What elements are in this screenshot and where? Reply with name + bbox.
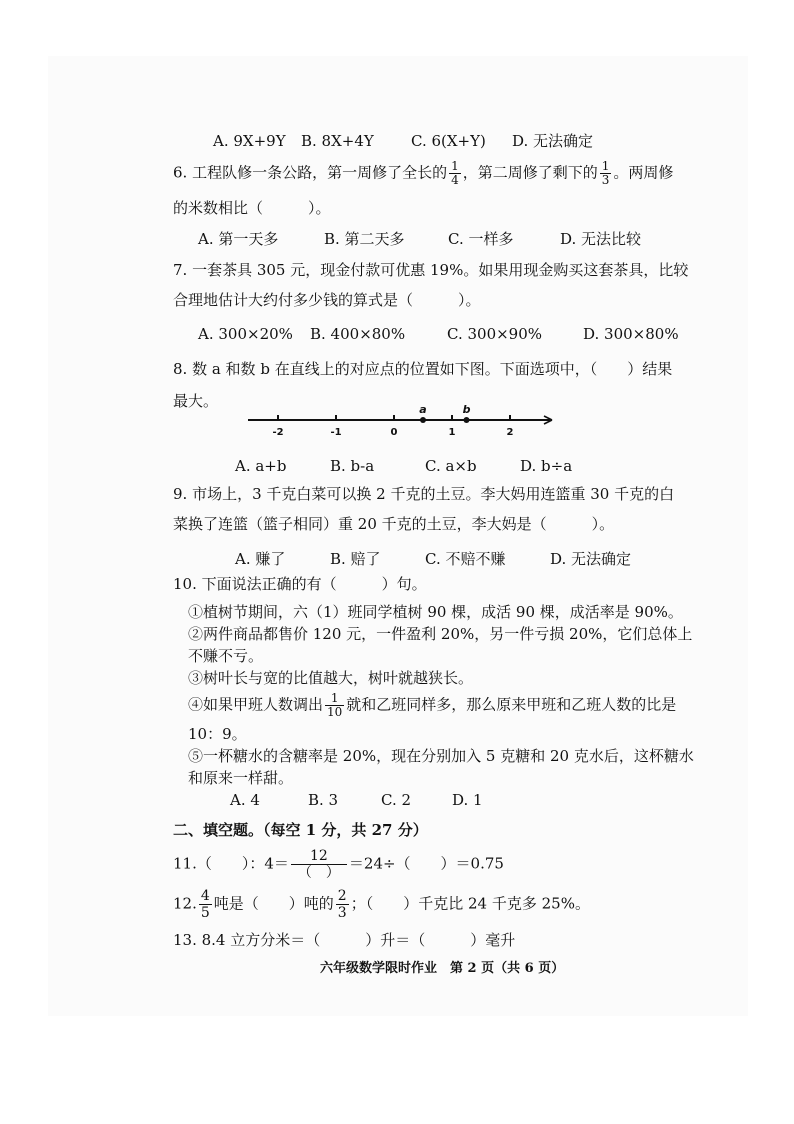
q11-text-1: 11.（ ）：4＝ [173, 854, 289, 873]
q10-statement-1: ①植树节期间，六（1）班同学植树 90 棵，成活 90 棵，成活率是 90%。 [188, 603, 683, 621]
q10-statement-4-fraction-denominator: 10 [327, 705, 343, 719]
section-2-title: 二、填空题。（每空 1 分，共 27 分） [173, 821, 428, 839]
number-line-tick-label: 2 [506, 427, 514, 438]
q6-fraction-2 [600, 160, 612, 187]
q6-question [173, 160, 673, 187]
q9-option-c: C. 不赔不赚 [425, 550, 506, 568]
q6-text-3: 。两周修 [613, 163, 674, 182]
q8-option-a: A. a+b [235, 457, 287, 475]
q8-option-d: D. b÷a [520, 457, 573, 475]
q12-fraction-2-denominator: 3 [337, 905, 347, 921]
page-footer: 六年级数学限时作业 第 2 页（共 6 页） [320, 961, 565, 976]
q6-fraction-2-denominator: 3 [601, 173, 610, 187]
q12-fraction-2 [336, 888, 349, 921]
q10-option-c: C. 2 [381, 791, 412, 809]
q7-line-2: 合理地估计大约付多少钱的算式是（ ）。 [173, 291, 481, 309]
q5-option-a: A. 9X+9Y [213, 132, 286, 150]
q7-option-a: A. 300×20% [198, 325, 293, 343]
q10-option-b: B. 3 [308, 791, 339, 809]
q9-line-1: 9. 市场上，3 千克白菜可以换 2 千克的土豆。李大妈用连篮重 30 千克的白 [173, 485, 675, 503]
q6-fraction-1-denominator: 4 [451, 173, 459, 187]
q11-fraction-denominator: （ ） [297, 865, 340, 881]
q12-fraction-1 [199, 888, 212, 921]
q10-line-1: 10. 下面说法正确的有（ ）句。 [173, 575, 427, 593]
q11-fraction [291, 848, 347, 881]
number-line-tick-label: -1 [330, 427, 342, 438]
q5-option-c: C. 6(X+Y) [411, 132, 486, 150]
q12-question [173, 888, 590, 921]
q10-statement-4 [188, 692, 676, 719]
q5-option-b: B. 8X+4Y [301, 132, 374, 150]
q8-option-c: C. a×b [425, 457, 477, 475]
q6-line-2: 的米数相比（ ）。 [173, 199, 331, 217]
q10-option-d: D. 1 [452, 791, 483, 809]
q11-fraction-numerator: 12 [291, 848, 347, 865]
q10-statement-5: ⑤一杯糖水的含糖率是 20%，现在分别加入 5 克糖和 20 克水后，这杯糖水 [188, 747, 694, 765]
q7-line-1: 7. 一套茶具 305 元，现金付款可优惠 19%。如果用现金购买这套茶具，比较 [173, 261, 689, 279]
q8-option-b: B. b-a [330, 457, 375, 475]
q10-statement-4-text-1: ④如果甲班人数调出 [188, 695, 324, 714]
q6-fraction-2-numerator: 1 [601, 159, 610, 173]
q8-number-line [0, 400, 794, 460]
q9-option-d: D. 无法确定 [550, 550, 632, 568]
q12-text-1: 吨是（ ）吨的 [213, 894, 334, 913]
q10-statement-4-text-2: 就和乙班同样多，那么原来甲班和乙班人数的比是 [346, 695, 677, 714]
q8-line-2: 最大。 [173, 392, 219, 410]
number-line-point-label: b [462, 403, 471, 416]
q6-option-a: A. 第一天多 [198, 230, 279, 248]
q10-statement-4-continued: 10：9。 [188, 725, 247, 743]
q10-statement-2-continued: 不赚不亏。 [188, 647, 264, 665]
q6-text-1: 6. 工程队修一条公路，第一周修了全长的 [173, 163, 448, 182]
q13-question: 13. 8.4 立方分米＝（ ）升＝（ ）毫升 [173, 931, 516, 949]
q12-number: 12. [173, 894, 197, 913]
number-line-point-b [464, 417, 470, 423]
q10-statement-2: ②两件商品都售价 120 元，一件盈利 20%，另一件亏损 20%，它们总体上 [188, 625, 693, 643]
q6-fraction-1-numerator: 1 [451, 159, 459, 173]
q10-statement-5-continued: 和原来一样甜。 [188, 769, 294, 787]
q10-option-a: A. 4 [230, 791, 260, 809]
q9-line-2: 菜换了连篮（篮子相同）重 20 千克的土豆，李大妈是（ ）。 [173, 515, 615, 533]
q7-option-d: D. 300×80% [583, 325, 679, 343]
number-line-point-a [420, 417, 426, 423]
q7-option-c: C. 300×90% [447, 325, 543, 343]
q10-statement-3: ③树叶长与宽的比值越大，树叶就越狭长。 [188, 669, 474, 687]
q7-option-b: B. 400×80% [310, 325, 406, 343]
q10-statement-4-fraction-numerator: 1 [325, 692, 344, 706]
number-line-point-label: a [419, 403, 427, 416]
q11-text-2: ＝24÷（ ）＝0.75 [348, 854, 504, 873]
q6-option-c: C. 一样多 [448, 230, 514, 248]
q12-fraction-1-numerator: 4 [200, 888, 210, 904]
q6-text-2: ，第二周修了剩下的 [462, 163, 598, 182]
number-line-tick-label: 0 [390, 427, 398, 438]
q6-fraction-1 [449, 160, 461, 187]
q8-line-1: 8. 数 a 和数 b 在直线上的对应点的位置如下图。下面选项中，（ ）结果 [173, 360, 673, 378]
q6-option-b: B. 第二天多 [324, 230, 405, 248]
q12-fraction-1-denominator: 5 [200, 905, 210, 921]
q12-fraction-2-numerator: 2 [337, 888, 347, 904]
q10-statement-4-fraction [325, 692, 344, 719]
q5-option-d: D. 无法确定 [512, 132, 594, 150]
q9-option-b: B. 赔了 [330, 550, 381, 568]
q9-option-a: A. 赚了 [235, 550, 286, 568]
q6-option-d: D. 无法比较 [560, 230, 642, 248]
number-line-tick-label: 1 [448, 427, 456, 438]
number-line-tick-label: -2 [272, 427, 284, 438]
q11-question [173, 848, 504, 881]
q12-text-2: ；（ ）千克比 24 千克多 25%。 [350, 894, 590, 913]
